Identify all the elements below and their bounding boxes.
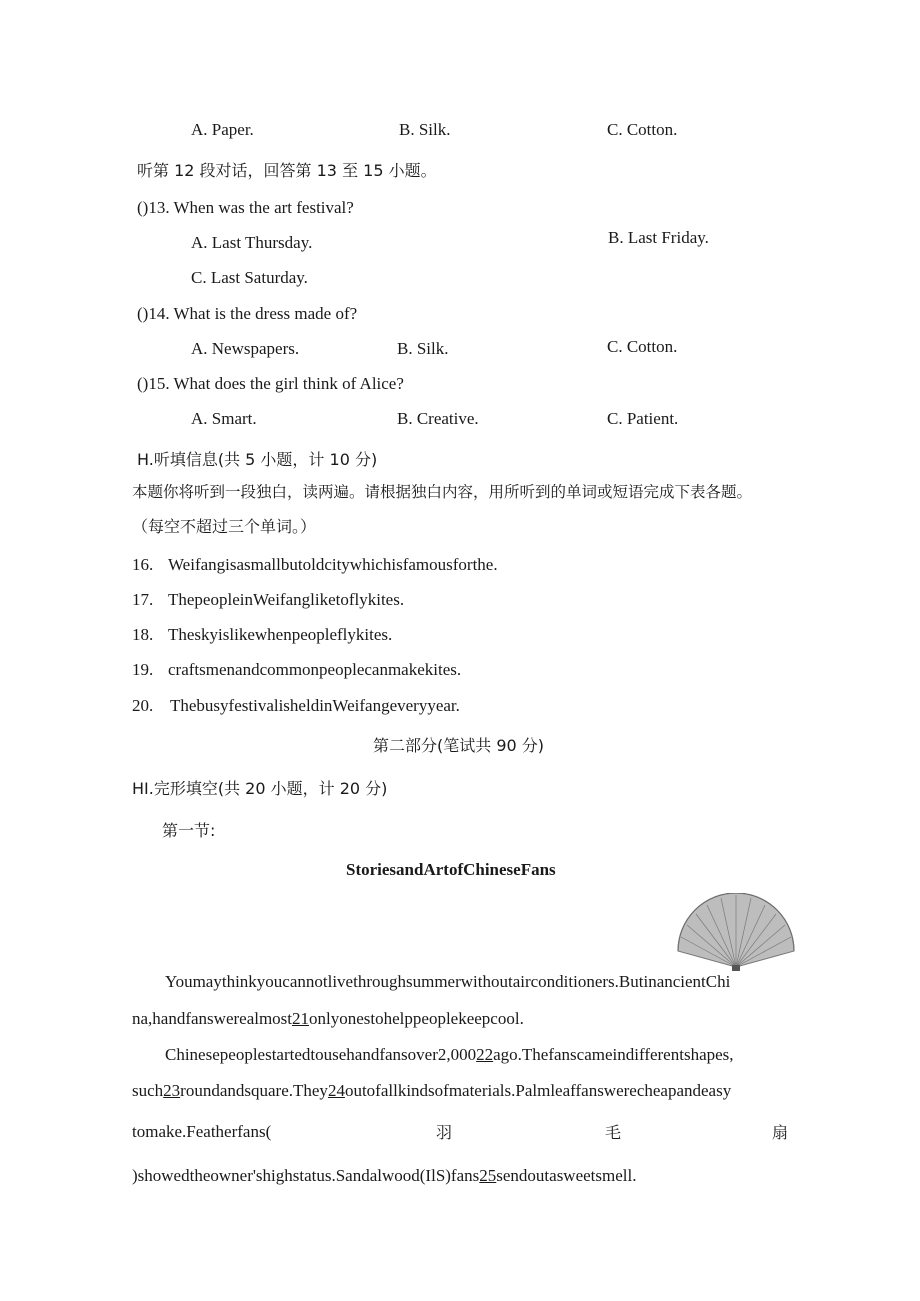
q15-option-a: A. Smart. — [191, 409, 257, 428]
blank-21: 21 — [292, 1009, 310, 1028]
cjk-character: 毛 — [605, 1123, 622, 1142]
section-3-heading: HI.完形填空(共 20 小题，计 20 分) — [132, 779, 388, 798]
blank-24: 24 — [327, 1081, 345, 1100]
item-number: 17. — [132, 590, 154, 609]
passage-line: na,handfanswerealmost21onlyonestohelppeoplekeepcool. — [132, 1009, 524, 1028]
hand-fan-image — [672, 893, 800, 973]
q14-option-b: B. Silk. — [397, 339, 449, 358]
passage-line: Youmaythinkyoucannotlivethroughsummerwithoutairconditioners.ButinancientChi — [165, 972, 731, 991]
item-text: Weifangisasmallbutoldcitywhichisfamousforthe. — [168, 555, 498, 574]
item-text: ThepeopleinWeifangliketoflykites. — [168, 590, 405, 609]
item-text: Theskyislikewhenpeopleflykites. — [168, 625, 393, 644]
subsection-label: 第一节: — [162, 821, 216, 840]
q13-option-a: A. Last Thursday. — [191, 233, 313, 252]
section-2-note: （每空不超过三个单词。） — [132, 517, 317, 536]
q13-option-c: C. Last Saturday. — [191, 268, 308, 287]
blank-22: 22 — [476, 1045, 494, 1064]
item-text: ThebusyfestivalisheldinWeifangeveryyear. — [170, 696, 460, 715]
part-2-title: 第二部分(笔试共 90 分) — [373, 736, 545, 755]
cjk-character: 羽 — [436, 1123, 453, 1142]
item-number: 19. — [132, 660, 154, 679]
item-number: 18. — [132, 625, 154, 644]
passage-line: Chinesepeoplestartedtousehandfansover2,00022ago.Thefanscameindifferentshapes, — [165, 1045, 734, 1064]
item-number: 20. — [132, 696, 154, 715]
blank-23: 23 — [163, 1081, 181, 1100]
passage-line: such23roundandsquare.They24outofallkindsofmaterials.Palmleaffanswerecheapandeasy — [132, 1081, 732, 1100]
dialogue-12-instruction: 听第 12 段对话，回答第 13 至 15 小题。 — [137, 161, 437, 180]
item-number: 16. — [132, 555, 154, 574]
cjk-character: 扇 — [772, 1123, 789, 1142]
q15-option-c: C. Patient. — [607, 409, 679, 428]
question-14: ()14. What is the dress made of? — [137, 304, 358, 323]
option-c: C. Cotton. — [607, 120, 678, 139]
item-text: craftsmenandcommonpeoplecanmakekites. — [168, 660, 462, 679]
q14-option-c: C. Cotton. — [607, 337, 678, 356]
question-13: ()13. When was the art festival? — [137, 198, 354, 217]
section-2-instruction: 本题你将听到一段独白，读两遍。请根据独白内容，用所听到的单词或短语完成下表各题。 — [132, 483, 753, 501]
q14-option-a: A. Newspapers. — [191, 339, 300, 358]
question-15: ()15. What does the girl think of Alice? — [137, 374, 404, 393]
blank-25: 25 — [479, 1166, 497, 1185]
passage-line: tomake.Featherfans( — [132, 1122, 272, 1141]
option-b: B. Silk. — [399, 120, 451, 139]
passage-title: StoriesandArtofChineseFans — [346, 860, 556, 879]
passage-line: )showedtheowner'shighstatus.Sandalwood(IlS)fans25sendoutasweetsmell. — [132, 1166, 637, 1185]
q15-option-b: B. Creative. — [397, 409, 479, 428]
q13-option-b: B. Last Friday. — [608, 228, 709, 247]
option-a: A. Paper. — [191, 120, 254, 139]
section-2-heading: H.听填信息(共 5 小题，计 10 分) — [137, 450, 378, 469]
